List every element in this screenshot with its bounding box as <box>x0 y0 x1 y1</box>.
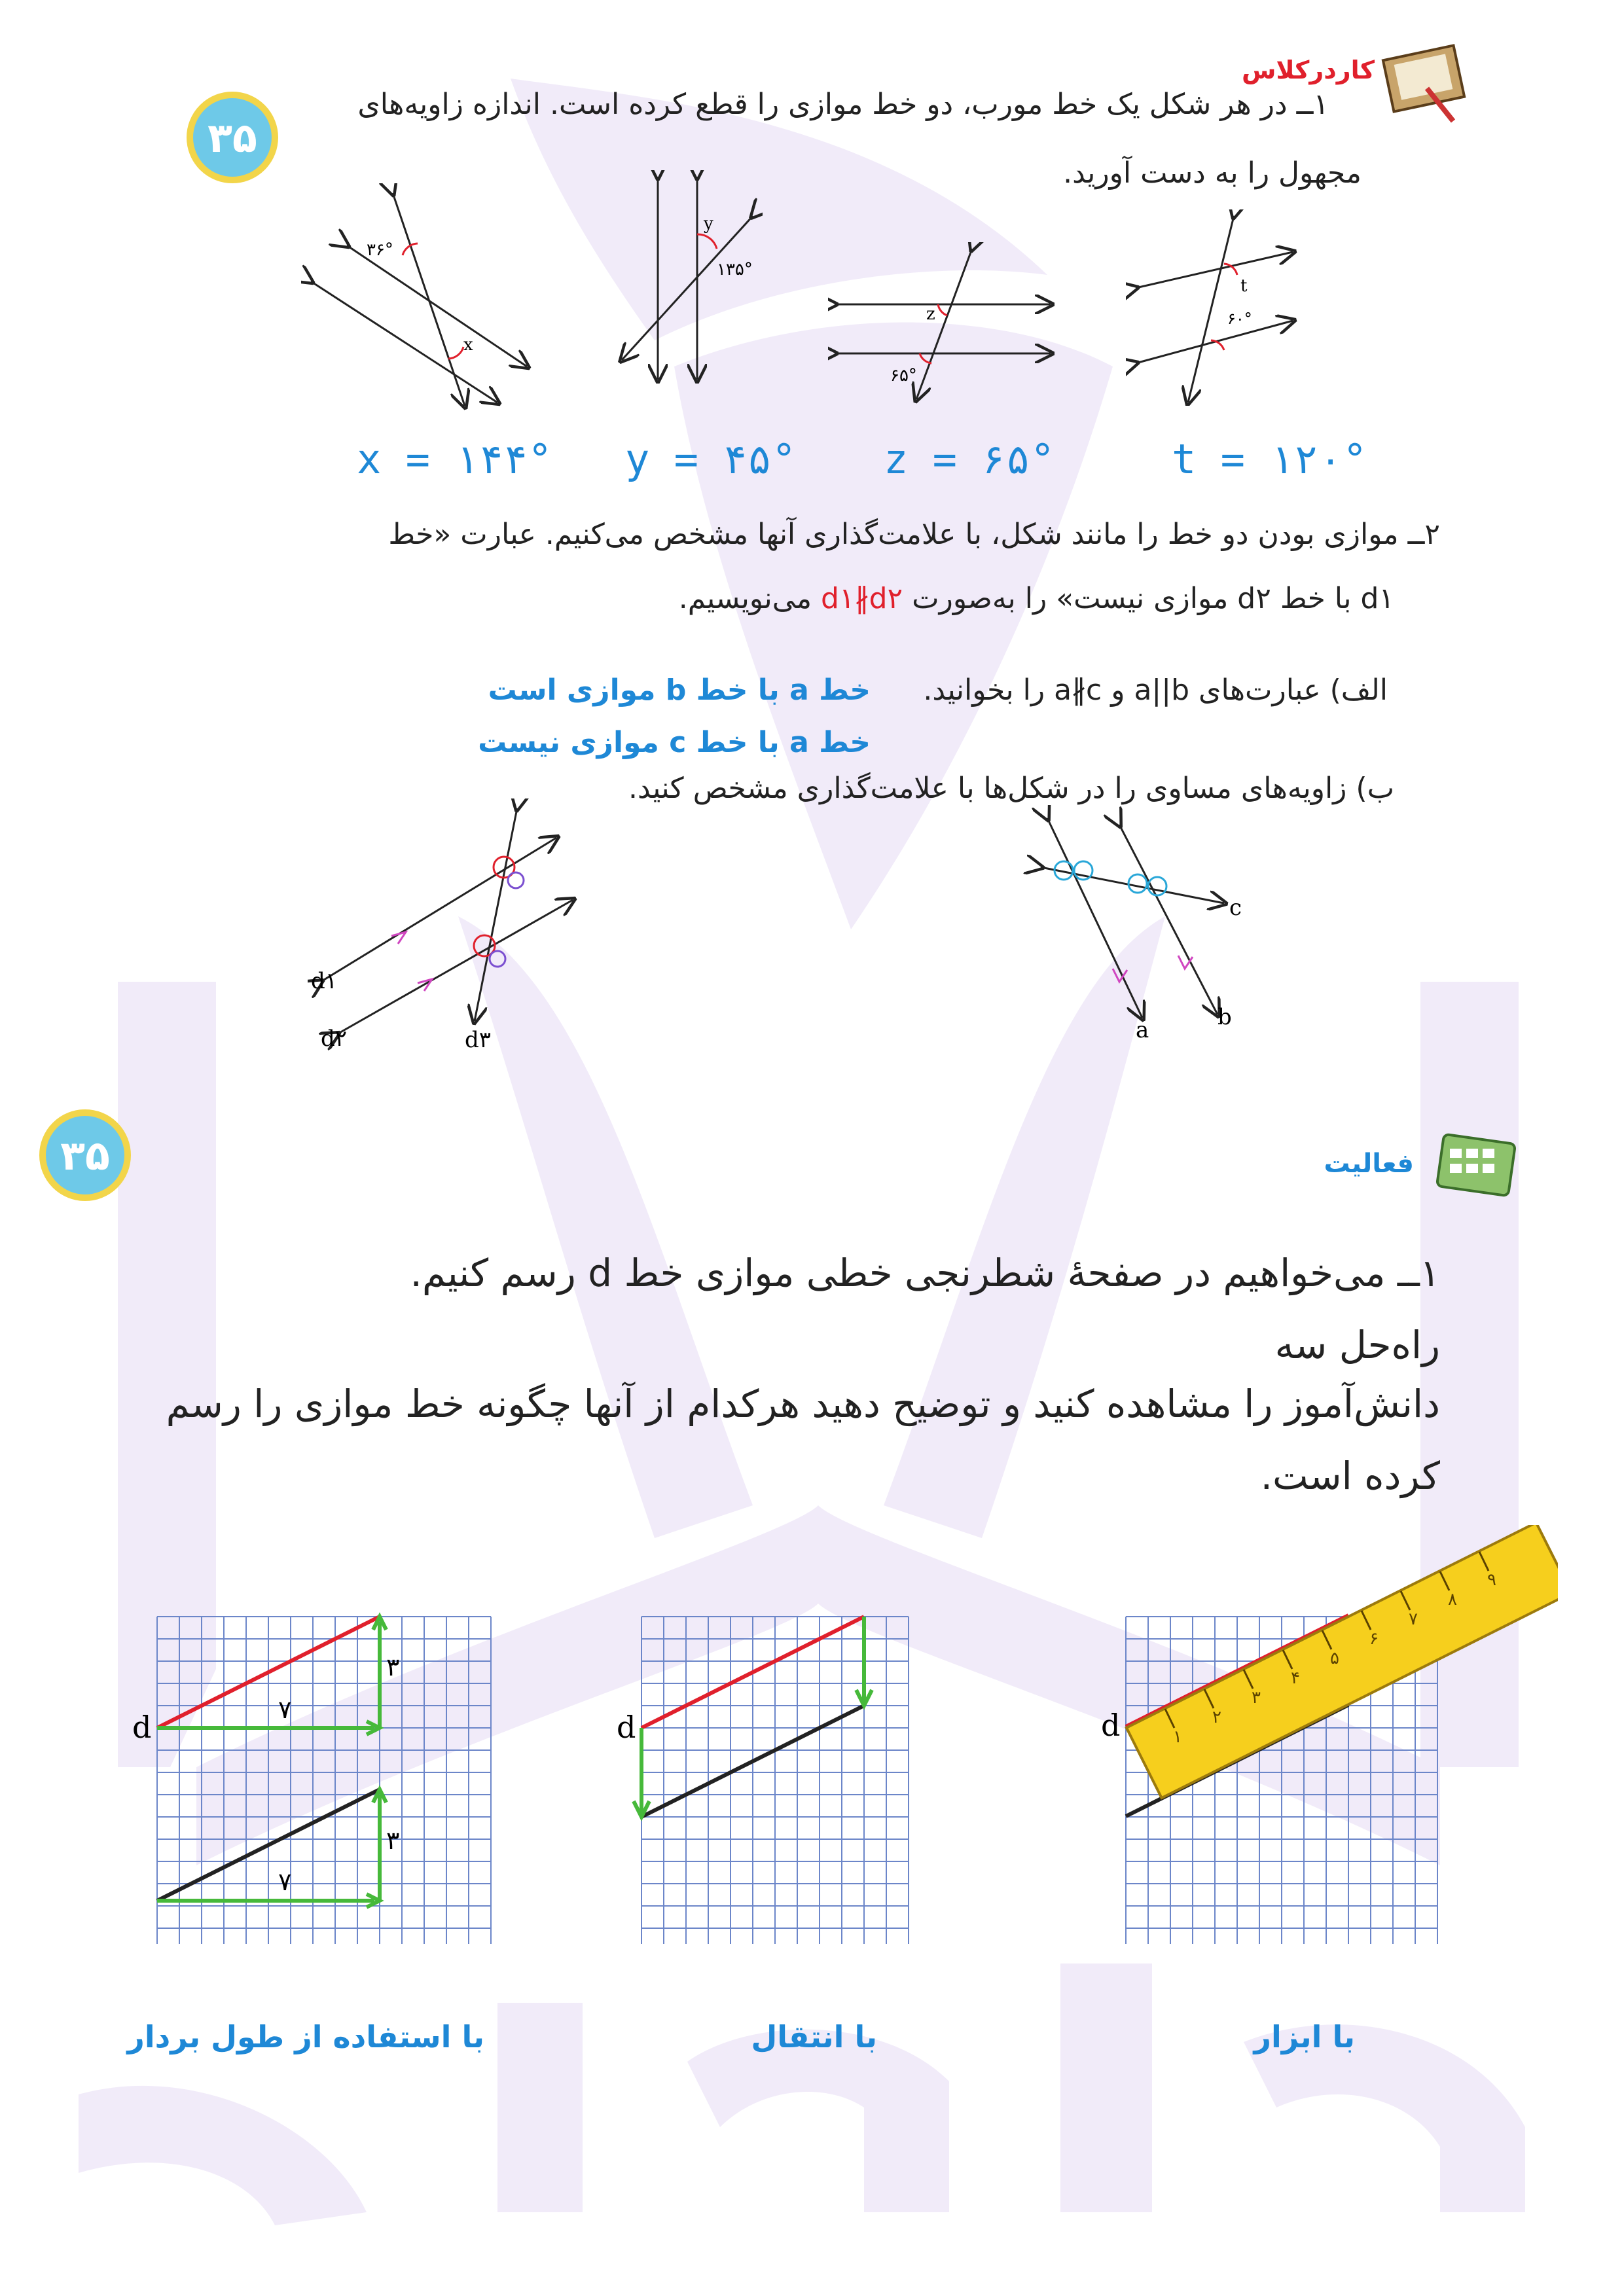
activity-q1-line2: دانش‌آموز را مشاهده کنید و توضیح دهید هرکدام از آنها چگونه خط موازی را رسم کرده است. <box>166 1382 1440 1499</box>
q2-line2-part2: می‌نویسیم. <box>678 582 812 615</box>
book-icon <box>1381 26 1473 124</box>
grid-vector-method <box>118 1604 511 1957</box>
grid-translate-method <box>602 1604 943 1957</box>
ruler-mark-7: ۷ <box>1409 1609 1418 1629</box>
answer-y: y = ۴۵° <box>625 435 797 483</box>
grid2-label-d: d <box>617 1710 636 1745</box>
ruler-mark-5: ۵ <box>1330 1649 1339 1668</box>
ruler-mark-8: ۸ <box>1448 1590 1457 1609</box>
part-a-answer-2: خط a با خط c موازی نیست <box>478 726 871 759</box>
caption-tool-method: با ابزار <box>1254 2019 1355 2054</box>
ruler-mark-6: ۶ <box>1369 1629 1379 1649</box>
calculator-icon <box>1420 1113 1538 1224</box>
ruler-mark-4: ۴ <box>1291 1668 1300 1688</box>
label-c: c <box>1229 895 1242 921</box>
grid1-label-three-top: ۳ <box>386 1653 400 1681</box>
fig3-variable: z <box>926 304 935 324</box>
grid1-label-three-bottom: ۳ <box>386 1826 400 1855</box>
ruler-mark-2: ۲ <box>1212 1708 1221 1727</box>
class-work-q2-line1: ۲ــ موازی بودن دو خط را مانند شکل، با علامت‌گذاری آنها مشخص می‌کنیم. عبارت «خط <box>388 518 1440 551</box>
q2-line2-part1: d۱ با خط d۲ موازی نیست» را به‌صورت <box>912 582 1394 615</box>
class-work-badge: کاردرکلاس <box>1241 56 1375 84</box>
page-number-middle: ۳۵ <box>39 1109 131 1201</box>
ruler-mark-3: ۳ <box>1252 1688 1261 1708</box>
class-work-q1-line1: ۱ــ در هر شکل یک خط مورب، دو خط موازی را قطع کرده است. اندازه زاویه‌های <box>357 88 1329 121</box>
parallel-figure-right <box>1021 805 1296 1047</box>
fig4-variable: t <box>1240 276 1248 296</box>
grid1-label-d: d <box>132 1710 152 1745</box>
grid-tool-method <box>1087 1525 1558 1957</box>
fig1-angle-label: ۳۶° <box>367 240 393 260</box>
answer-z: z = ۶۵° <box>884 435 1055 483</box>
grid1-label-seven-top: ۷ <box>278 1695 292 1724</box>
q2-nonparallel-symbol: d۱∦d۲ <box>821 582 903 615</box>
part-a-prompt: الف) عبارت‌های a||b و a∦c را بخوانید. <box>923 673 1388 707</box>
ruler-mark-1: ۱ <box>1173 1727 1182 1747</box>
parallel-figure-left <box>308 798 596 1060</box>
fig3-angle-label: ۶۵° <box>890 366 917 386</box>
label-d3: d۳ <box>465 1027 492 1053</box>
label-d1: d۱ <box>311 968 338 994</box>
label-a: a <box>1136 1017 1149 1043</box>
caption-translate-method: با انتقال <box>751 2019 877 2054</box>
angle-figure-4 <box>1126 209 1303 406</box>
class-work-q2-line2 <box>589 576 1394 622</box>
part-a-answer-1: خط a با خط b موازی است <box>488 673 871 707</box>
label-d2: d۲ <box>321 1026 348 1052</box>
angle-figure-3 <box>828 242 1057 406</box>
grid3-label-d: d <box>1101 1708 1121 1743</box>
fig2-angle-label: ۱۳۵° <box>717 260 753 279</box>
answer-x: x = ۱۴۴° <box>357 435 552 483</box>
answer-t: t = ۱۲۰° <box>1172 435 1367 483</box>
part-b-prompt: ب) زاویه‌های مساوی را در شکل‌ها با علامت‌گذاری مشخص کنید. <box>628 772 1394 805</box>
activity-q1-line1: ۱ــ می‌خواهیم در صفحهٔ شطرنجی خطی موازی خط d رسم کنیم. راه‌حل سه <box>410 1251 1440 1368</box>
page-number-top: ۳۵ <box>187 92 278 183</box>
grid1-label-seven-bottom: ۷ <box>278 1867 292 1896</box>
activity-badge: فعالیت <box>1324 1149 1414 1179</box>
fig4-angle-label: ۶۰° <box>1227 310 1252 328</box>
label-b: b <box>1218 1004 1232 1030</box>
caption-vector-method: با استفاده از طول بردار <box>127 2019 484 2054</box>
angle-figure-1 <box>301 183 543 419</box>
ruler-mark-9: ۹ <box>1487 1570 1496 1590</box>
fig1-variable: x <box>463 335 473 355</box>
angle-figure-2 <box>612 170 763 393</box>
class-work-q1-line2: مجهول را به دست آورید. <box>1063 156 1362 190</box>
fig2-variable: y <box>704 214 713 234</box>
